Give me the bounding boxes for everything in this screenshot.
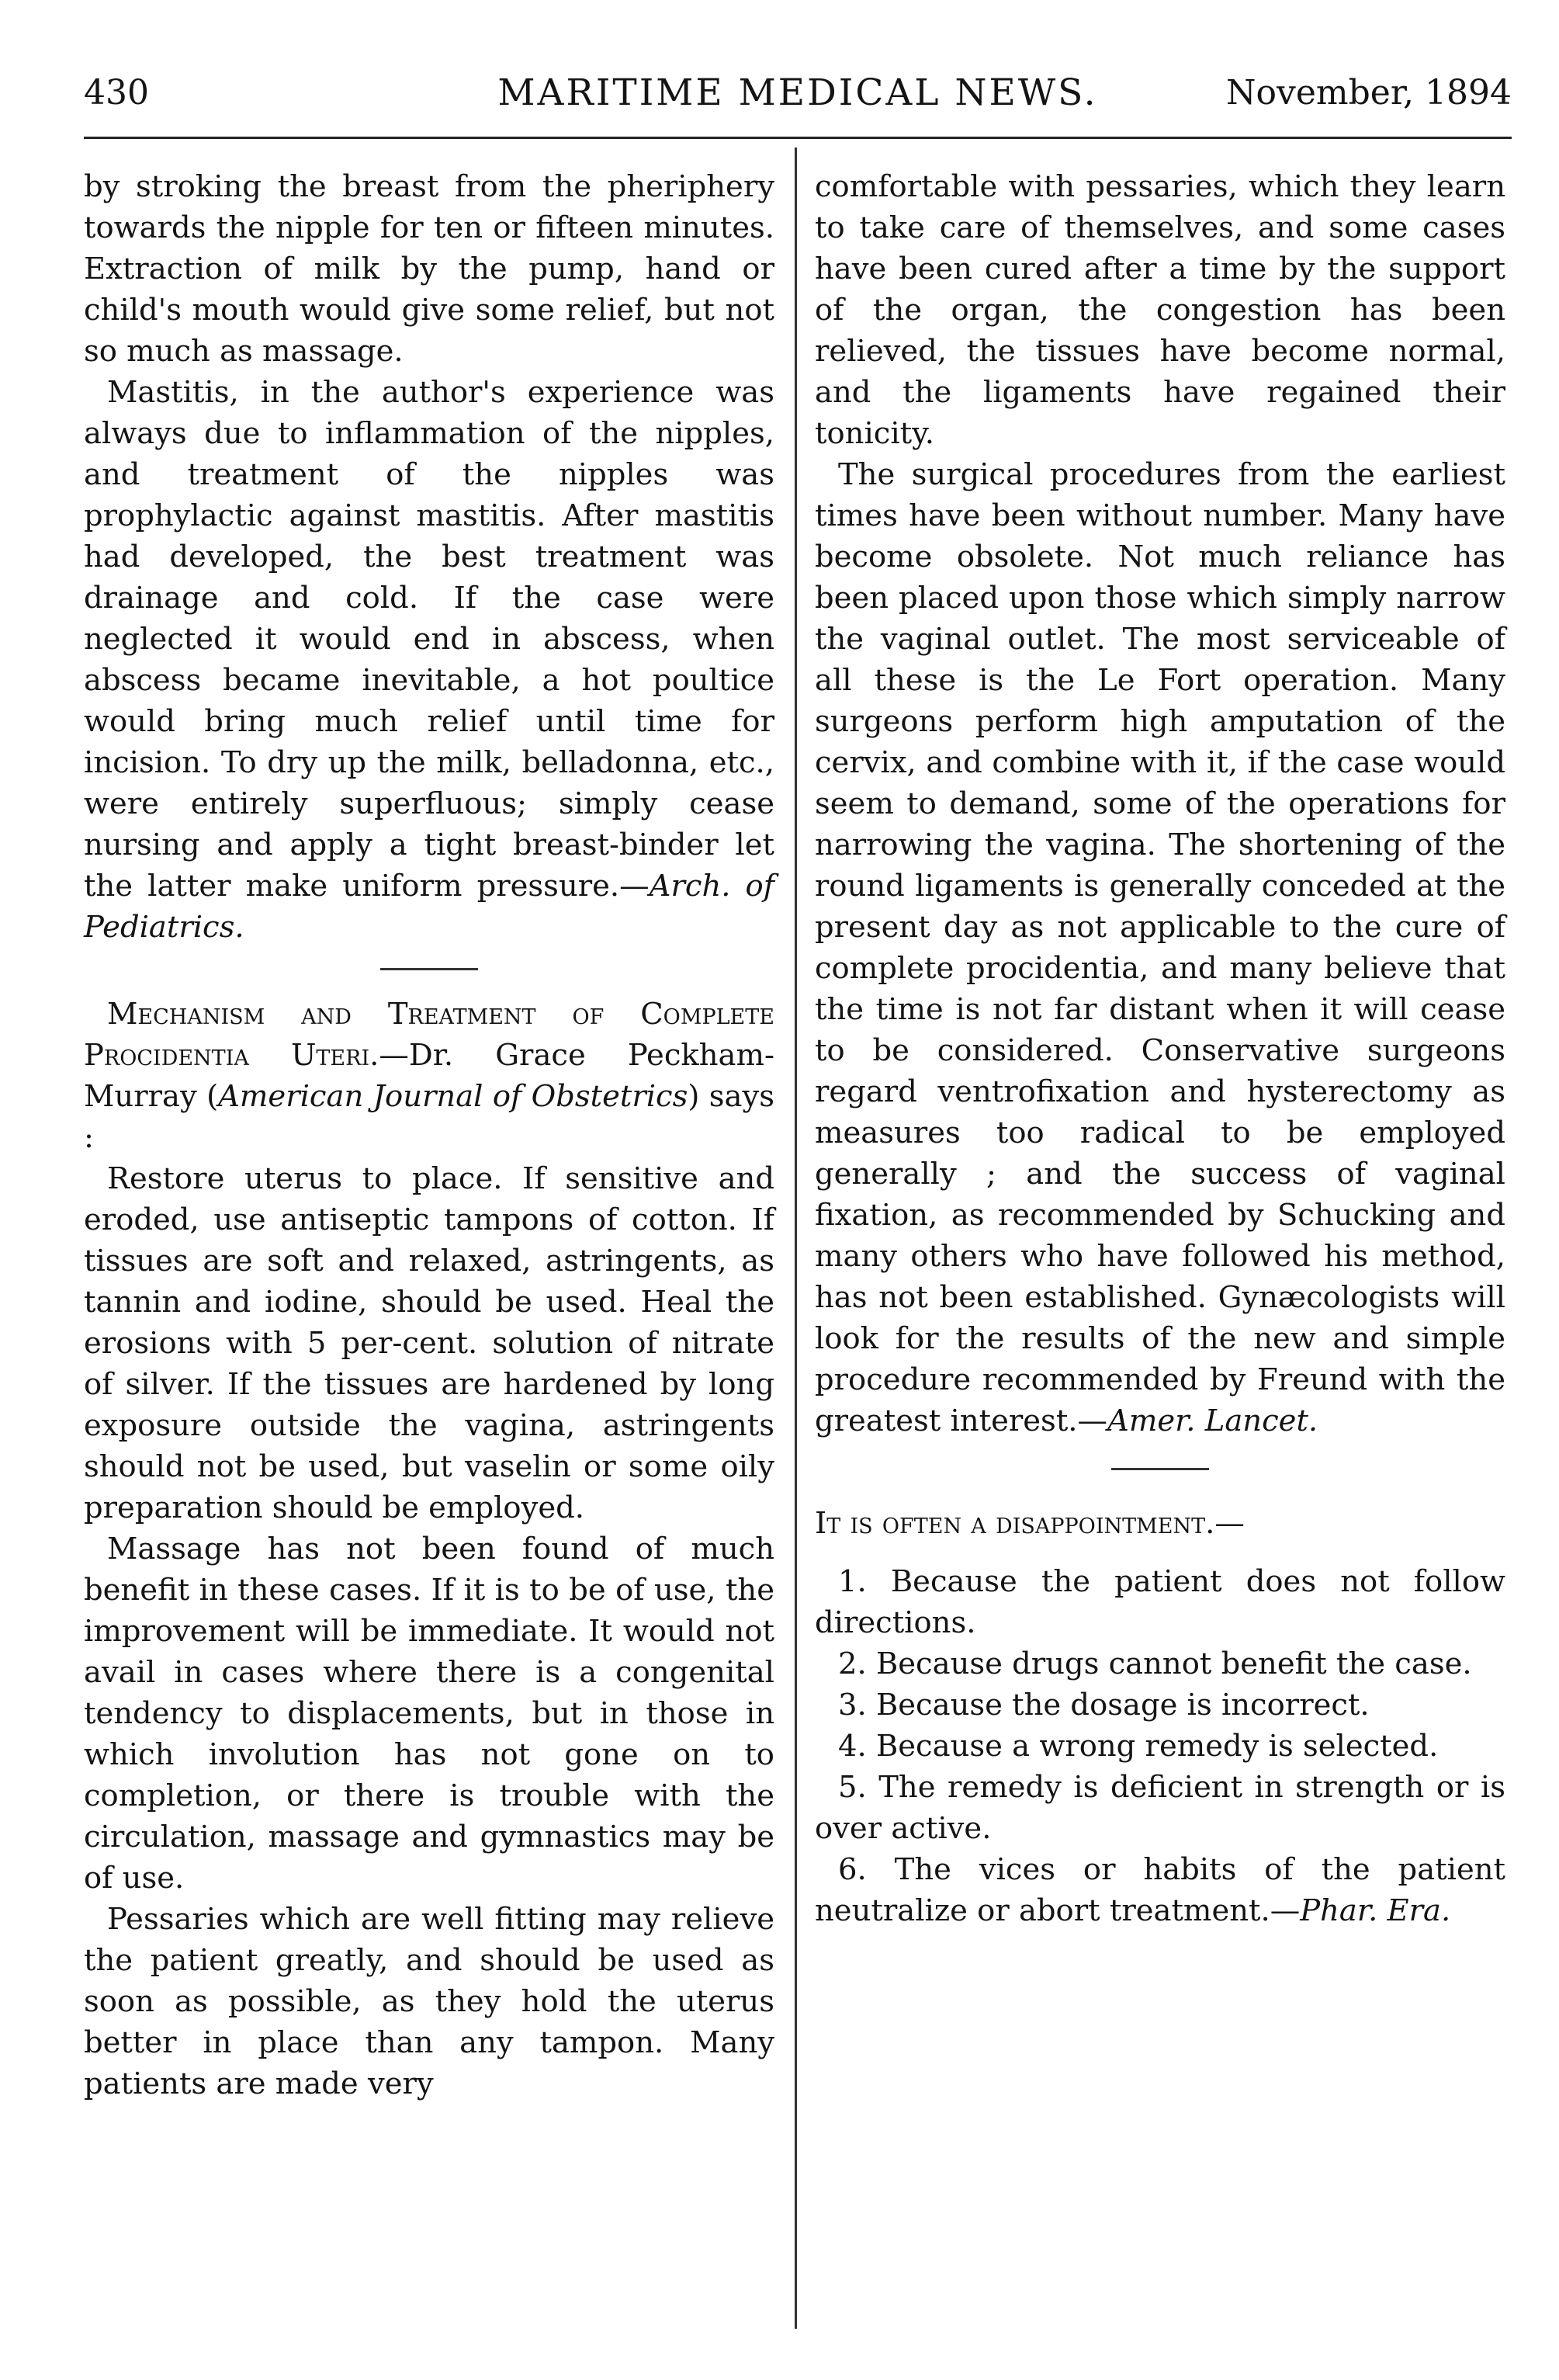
list-item: 1. Because the patient does not follow directions. [815, 1564, 1505, 1640]
paragraph [84, 372, 774, 948]
section-separator [1111, 1468, 1209, 1470]
paragraph-text: Mastitis, in the author's experience was always due to inflammation of the nipples, and treatment of the nipples was prophylactic against mastitis. After mastitis had developed, the best treatment was drainage and cold. If the case were neglected it would end in abscess, when abscess became inevitable, a hot poultice would bring much relief until time for incision. To dry up the milk, belladonna, etc., were entirely superfluous; simply cease nursing and apply a tight breast-binder let the latter make uniform pressure.— [84, 375, 774, 904]
list-heading-text: It is often a disappointment.— [815, 1506, 1245, 1541]
page-number: 430 [84, 73, 149, 113]
left-column [84, 166, 774, 2104]
article-intro-end: ) says : [84, 1079, 774, 1155]
issue-date: November, 1894 [1226, 73, 1512, 113]
running-header [84, 65, 1512, 121]
list-item: 2. Because drugs cannot benefit the case. [838, 1646, 1472, 1681]
source-citation: Phar. Era. [1300, 1893, 1451, 1928]
paragraph: by stroking the breast from the pheriphery towards the nipple for ten or fifteen minutes. Extraction of milk by the pump, hand or child's mouth would give some relief, but not so much as massage. [84, 169, 774, 369]
paragraph [815, 454, 1505, 1442]
list-item: 5. The remedy is deficient in strength or is over active. [815, 1770, 1505, 1846]
list-item: 4. Because a wrong remedy is selected. [838, 1729, 1439, 1764]
list-item: 3. Because the dosage is incorrect. [838, 1688, 1370, 1723]
paragraph-text: The surgical procedures from the earliest times have been without number. Many have become obsolete. Not much reliance has been placed upon those which simply narrow the vaginal outlet. The most serviceable of all these is the Le Fort operation. Many surgeons perform high amputation of the cervix, and combine with it, if the case would seem to demand, some of the operations for narrowing the vagina. The shortening of the round ligaments is generally conceded at the present day as not applicable to the cure of complete procidentia, and many believe that the time is not far distant when it will cease to be considered. Conservative surgeons regard ventrofixation and hysterectomy as measures too radical to be employed generally ; and the success of vaginal fixation, as recommended by Schucking and many others who have followed his method, has not been established. Gynæcologists will look for the results of the new and simple procedure recommended by Freund with the greatest interest.— [815, 457, 1505, 1438]
paragraph: comfortable with pessaries, which they learn to take care of themselves, and some cases have been cured after a time by the support of the organ, the congestion has been relieved, the tissues have become normal, and the ligaments have regained their tonicity. [815, 169, 1505, 451]
list-item [815, 1849, 1505, 1931]
article-heading: Mechanism and Treatment of Complete Procidentia Uteri. [84, 997, 774, 1073]
article-intro [84, 994, 774, 1158]
paragraph: Pessaries which are well fitting may relieve the patient greatly, and should be used as soon as possible, as they hold the uterus better in place than any tampon. Many patients are made very [84, 1902, 774, 2101]
source-citation: Arch. of Pediatrics. [84, 869, 774, 945]
list-heading [815, 1503, 1505, 1544]
section-separator [380, 968, 478, 970]
journal-title: MARITIME MEDICAL NEWS. [497, 71, 1098, 114]
paragraph: Massage has not been found of much benefit in these cases. If it is to be of use, the improvement will be immediate. It would not avail in cases where there is a congenital tendency to displacements, but in those in which involution has not gone on to completion, or there is trouble with the circulation, massage and gymnastics may be of use. [84, 1532, 774, 1896]
journal-citation: American Journal of Obstetrics [218, 1079, 688, 1114]
article-intro-text: —Dr. Grace Peckham-Murray ( [84, 1038, 774, 1114]
header-rule [84, 137, 1512, 139]
list-item-text: 6. The vices or habits of the patient neutralize or abort treatment.— [815, 1852, 1505, 1928]
source-citation: Amer. Lancet. [1107, 1403, 1318, 1438]
right-column [815, 166, 1505, 1931]
paragraph: Restore uterus to place. If sensitive and eroded, use antiseptic tampons of cotton. If tissues are soft and relaxed, astringents, as tannin and iodine, should be used. Heal the erosions with 5 per-cent. solution of nitrate of silver. If the tissues are hardened by long exposure outside the vagina, astringents should not be used, but vaselin or some oily preparation should be employed. [84, 1161, 774, 1525]
column-divider [795, 147, 797, 2329]
